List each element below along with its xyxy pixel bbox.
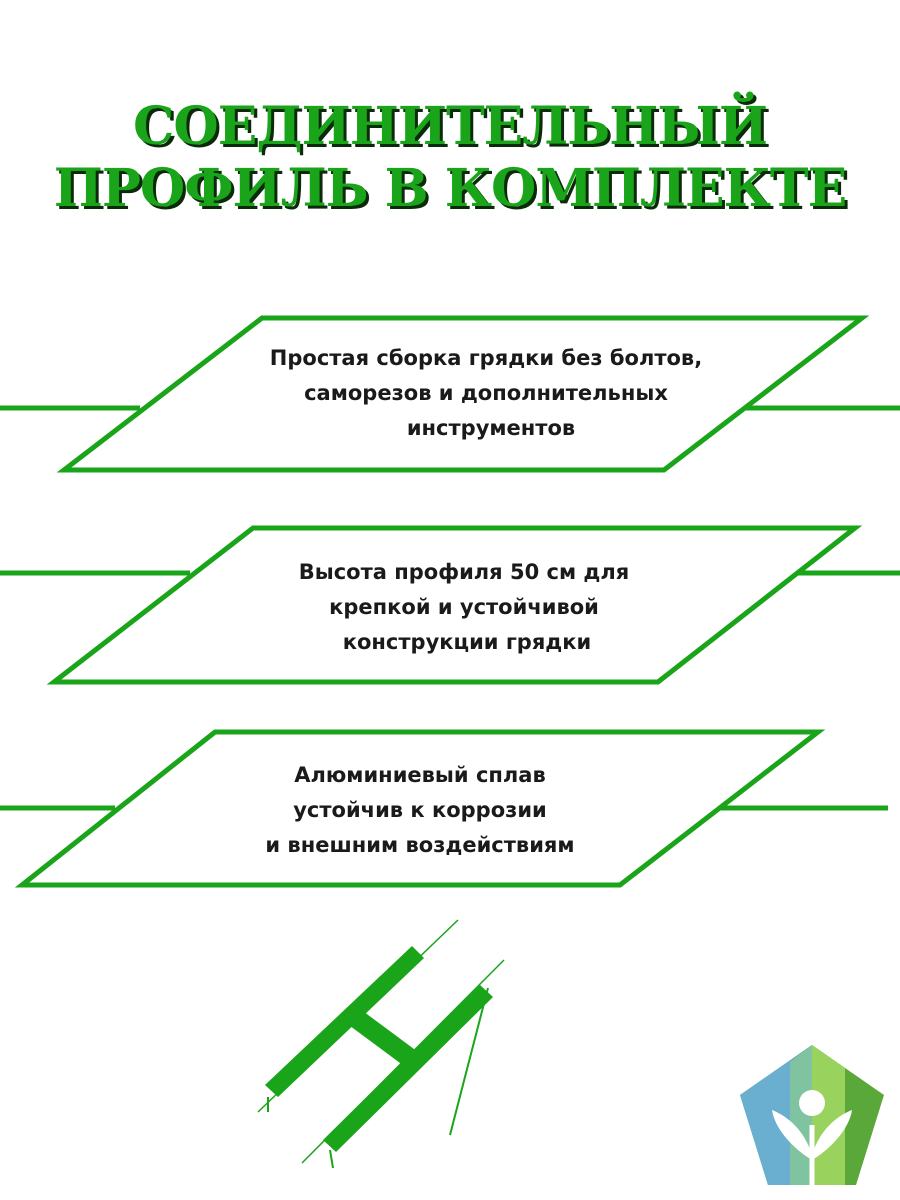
feature-text-3 (120, 758, 720, 863)
feature-2-line-2: крепкой и устойчивой (329, 595, 599, 619)
feature-1-line-3: инструментов (406, 416, 576, 440)
feature-1-line-2: саморезов и дополнительных (304, 381, 668, 405)
feature-2-line-1: Высота профиля 50 см для (298, 560, 630, 584)
h-profile-icon (258, 920, 504, 1168)
title-line-1: СОЕДИНИТЕЛЬНЫЙ (133, 96, 767, 157)
feature-1-line-1: Простая сборка грядки без болтов, (269, 346, 703, 370)
title-line-2: ПРОФИЛЬ В КОМПЛЕКТЕ (53, 158, 847, 219)
feature-text-1 (186, 341, 786, 446)
logo-icon (740, 1045, 884, 1185)
feature-text-2 (164, 555, 764, 660)
feature-3-line-2: устойчив к коррозии (293, 798, 547, 822)
feature-3-line-3: и внешним воздействиям (265, 833, 575, 857)
feature-2-line-3: конструкции грядки (342, 630, 592, 654)
feature-3-line-1: Алюминиевый сплав (294, 763, 546, 787)
